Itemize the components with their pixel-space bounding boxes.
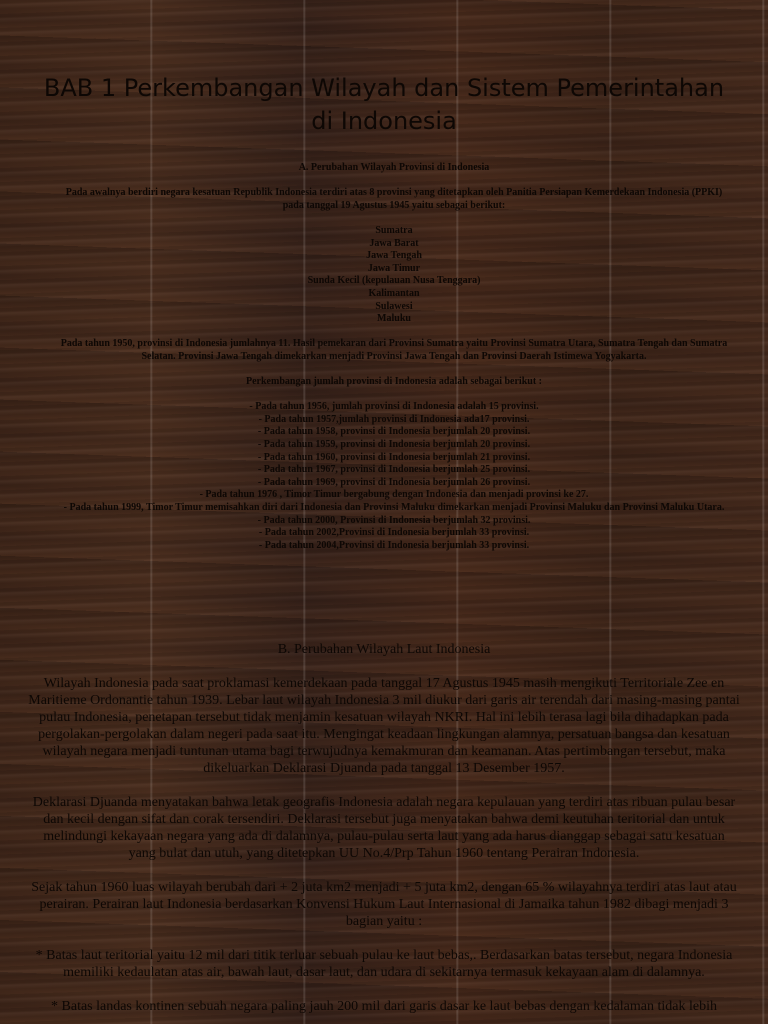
timeline-item: - Pada tahun 1967, provinsi di Indonesia berjumlah 25 provinsi. <box>257 464 531 476</box>
timeline-item: - Pada tahun 1956, jumlah provinsi di Indonesia adalah 15 provinsi. <box>249 401 539 413</box>
section-sea-territory <box>28 641 740 1015</box>
province-item: Sulawesi <box>375 300 413 312</box>
province-item: Sumatra <box>375 224 413 236</box>
development-heading: Perkembangan jumlah provinsi di Indonesia adalah sebagai berikut : <box>246 376 542 388</box>
section-b-paragraph: Sejak tahun 1960 luas wilayah berubah dari + 2 juta km2 menjadi + 5 juta km2, dengan 65 % wilayahnya terdiri atas laut atau perairan. Perairan laut Indonesia berdasarkan Konvensi Hukum Laut Internasional di Jamaika tahun 1982 dibagi menjadi 3 bagian yaitu : <box>31 880 737 929</box>
timeline-item: - Pada tahun 1969, provinsi di Indonesia berjumlah 26 provinsi. <box>257 476 531 488</box>
timeline-item: - Pada tahun 1957,jumlah provinsi di Indonesia ada17 provinsi. <box>258 413 530 425</box>
province-item: Sunda Kecil (kepulauan Nusa Tenggara) <box>307 275 481 287</box>
timeline-item: - Pada tahun 1959, provinsi di Indonesia berjumlah 20 provinsi. <box>257 439 531 451</box>
timeline-item: - Pada tahun 2002,Provinsi di Indonesia berjumlah 33 provinsi. <box>258 527 530 539</box>
province-item: Kalimantan <box>368 287 420 299</box>
timeline-item: - Pada tahun 1976 , Timor Timur bergabung dengan Indonesia dan menjadi provinsi ke 27. <box>199 489 589 501</box>
province-item: Maluku <box>377 313 411 325</box>
section-a-heading: A. Perubahan Wilayah Provinsi di Indonesia <box>298 162 490 173</box>
section-b-paragraph: Wilayah Indonesia pada saat proklamasi kemerdekaan pada tanggal 17 Agustus 1945 masih mengikuti Territoriale Zee en Maritieme Ordonantie tahun 1939. Lebar laut wilayah Indonesia 3 mil diukur dari garis air terendah dari masing-masing pantai pulau Indonesia, penetapan tersebut tidak menjamin kesatuan wilayah NKRI. Hal ini lebih terasa lagi bila dihadapkan pada pergolakan-pergolakan dalam negeri pada saat itu. Mengingat keadaan lingkungan alamnya, persatuan bangsa dan kesatuan wilayah negara menjadi tuntunan utama bagi terwujudnya kemakmuran dan keamanan. Atas pertimbangan tersebut, maka dikeluarkan Deklarasi Djuanda pada tanggal 13 Desember 1957. <box>28 676 740 776</box>
timeline-item: - Pada tahun 1960, provinsi di Indonesia berjumlah 21 provinsi. <box>257 451 531 463</box>
section-a-intro: Pada awalnya berdiri negara kesatuan Republik Indonesia terdiri atas 8 provinsi yang ditetapkan oleh Panitia Persiapan Kemerdekaan Indonesia (PPKI) pada tanggal 19 Agustus 1945 yaitu sebagai berikut: <box>65 187 723 211</box>
timeline-item: - Pada tahun 2004,Provinsi di Indonesia berjumlah 33 provinsi. <box>258 539 530 551</box>
section-b-paragraph: * Batas laut teritorial yaitu 12 mil dari titik terluar sebuah pulau ke laut bebas,. Berdasarkan batas tersebut, negara Indonesia memiliki kedaulatan atas air, bawah laut, dasar laut, dan udara di sekitarnya termasuk kekayaan alam di dalamnya. <box>35 948 733 980</box>
paragraph-1950: Pada tahun 1950, provinsi di Indonesia jumlahnya 11. Hasil pemekaran dari Provinsi Sumatra yaitu Provinsi Sumatra Utara, Sumatra Tengah dan Sumatra Selatan. Provinsi Jawa Tengah dimekarkan menjadi Provinsi Jawa Tengah dan Provinsi Daerah Istimewa Yogyakarta. <box>60 338 728 362</box>
section-b-paragraph: Deklarasi Djuanda menyatakan bahwa letak geografis Indonesia adalah negara kepulauan yang terdiri atas ribuan pulau besar dan kecil dengan sifat dan corak tersendiri. Deklarasi tersebut juga menyatakan bahwa demi keutuhan teritorial dan untuk melindungi kekayaan negara yang ada di dalamnya, pulau-pulau serta laut yang ada harus dianggap sebagai satu kesatuan yang bulat dan utuh, yang ditetepkan UU No.4/Prp Tahun 1960 tentang Perairan Indonesia. <box>32 795 736 861</box>
section-b-paragraph: * Batas landas kontinen sebuah negara paling jauh 200 mil dari garis dasar ke laut bebas dengan kedalaman tidak lebih <box>51 999 717 1014</box>
timeline-item: - Pada tahun 2000, Provinsi di Indonesia berjumlah 32 provinsi. <box>257 514 531 526</box>
timeline-item: - Pada tahun 1999, Timor Timur memisahkan diri dari Indonesia dan Provinsi Maluku dimekarkan menjadi Provinsi Maluku dan Provinsi Maluku Utara. <box>63 502 725 514</box>
section-provinces <box>55 162 733 552</box>
timeline-item: - Pada tahun 1958, provinsi di Indonesia berjumlah 20 provinsi. <box>257 426 531 438</box>
section-b-heading: B. Perubahan Wilayah Laut Indonesia <box>277 642 491 657</box>
province-item: Jawa Tengah <box>366 250 422 262</box>
province-item: Jawa Timur <box>367 262 421 274</box>
page-title: BAB 1 Perkembangan Wilayah dan Sistem Pemerintahan di Indonesia <box>43 74 725 135</box>
province-item: Jawa Barat <box>369 237 419 249</box>
